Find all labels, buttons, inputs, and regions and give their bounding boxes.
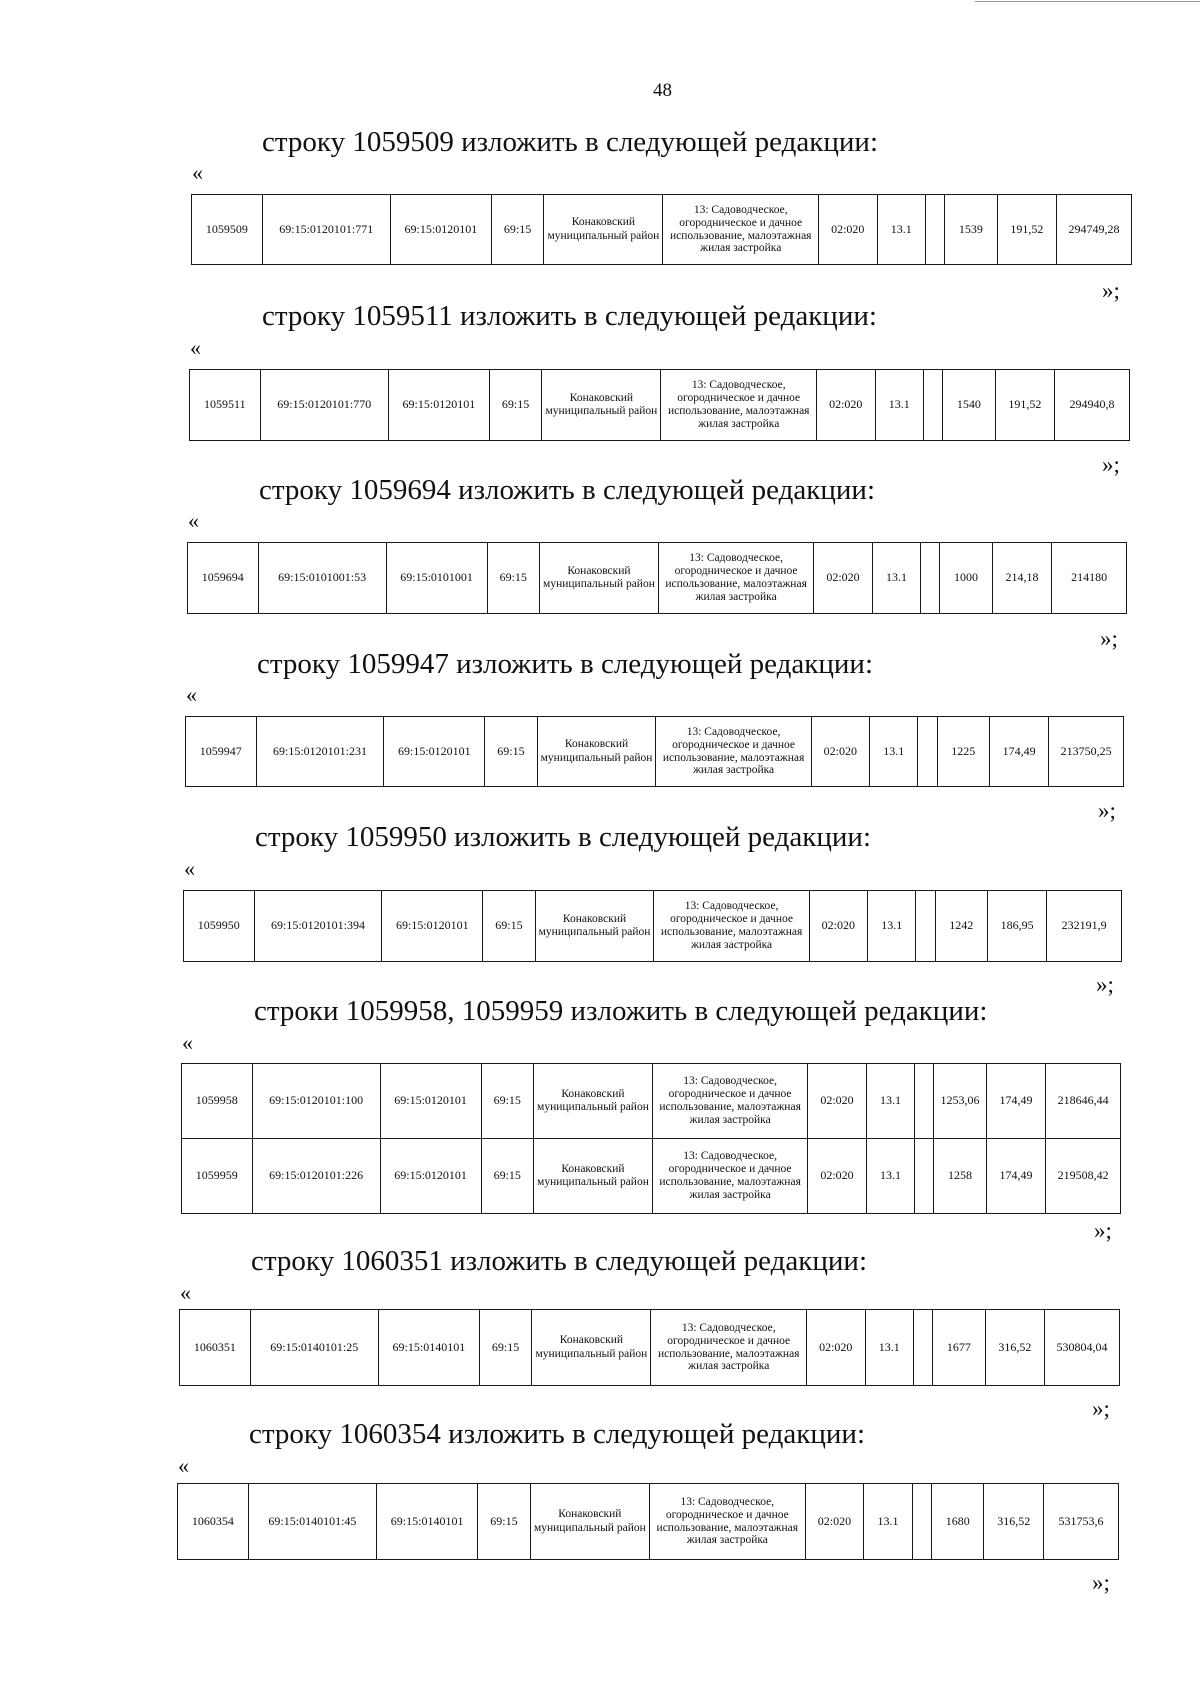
amendment-heading: строку 1059509 изложить в следующей редакции: <box>262 126 878 158</box>
cell-group: 13.1 <box>877 195 925 265</box>
cell-empty <box>918 717 937 787</box>
cadastral-table <box>187 542 1127 614</box>
cell-specific-value: 174,49 <box>989 717 1048 787</box>
cell-specific-value: 316,52 <box>984 1484 1044 1560</box>
cell-empty <box>915 1139 934 1214</box>
cell-cadastral-district: 69:15 <box>487 543 539 614</box>
cadastral-table <box>181 1063 1121 1214</box>
cell-cadastral-value: 531753,6 <box>1044 1484 1119 1560</box>
cell-cadastral-number: 69:15:0120101:771 <box>262 195 390 265</box>
cadastral-table <box>179 1309 1120 1386</box>
cell-code: 02:020 <box>808 1064 866 1139</box>
cell-area: 1253,06 <box>934 1064 986 1139</box>
cell-group: 13.1 <box>865 1310 913 1386</box>
cell-specific-value: 214,18 <box>992 543 1052 614</box>
cell-specific-value: 191,52 <box>997 195 1057 265</box>
cell-cadastral-district: 69:15 <box>481 1139 533 1214</box>
cell-group: 13.1 <box>866 1139 914 1214</box>
cell-specific-value: 174,49 <box>986 1139 1046 1214</box>
table-row <box>178 1484 1119 1560</box>
cell-cadastral-value: 214180 <box>1052 543 1127 614</box>
opening-quote: « <box>188 508 199 533</box>
cell-cadastral-quarter: 69:15:0120101 <box>380 1064 481 1139</box>
cell-land-use: 13: Садоводческое, огородническое и дачное использование, малоэтажная жилая застройка <box>654 891 809 962</box>
closing-quote: »; <box>1094 1218 1112 1243</box>
table-row <box>190 370 1130 441</box>
cell-land-use: 13: Садоводческое, огородническое и дачное использование, малоэтажная жилая застройка <box>663 195 818 265</box>
scan-edge-line <box>975 1 1200 2</box>
table-row <box>182 1064 1121 1139</box>
cell-area: 1242 <box>935 891 987 962</box>
cell-cadastral-district: 69:15 <box>489 370 542 441</box>
cell-row-number: 1059959 <box>182 1139 253 1214</box>
cell-cadastral-value: 219508,42 <box>1046 1139 1121 1214</box>
cell-municipality: Конаковский муниципальный район <box>530 1484 649 1560</box>
cell-group: 13.1 <box>868 891 916 962</box>
cell-cadastral-number: 69:15:0101001:53 <box>258 543 386 614</box>
cell-cadastral-value: 232191,9 <box>1047 891 1122 962</box>
cell-municipality: Конаковский муниципальный район <box>533 1064 652 1139</box>
cell-specific-value: 191,52 <box>995 370 1055 441</box>
cell-cadastral-quarter: 69:15:0140101 <box>378 1310 479 1386</box>
cell-code: 02:020 <box>805 1484 864 1560</box>
amendment-heading: строку 1059950 изложить в следующей редакции: <box>255 821 871 853</box>
cell-area: 1539 <box>945 195 998 265</box>
cell-area: 1680 <box>931 1484 984 1560</box>
cell-empty <box>913 1310 932 1386</box>
cell-land-use: 13: Садоводческое, огородническое и дачное использование, малоэтажная жилая застройка <box>661 370 816 441</box>
closing-quote: »; <box>1102 452 1120 477</box>
cadastral-table <box>191 194 1132 265</box>
cell-cadastral-quarter: 69:15:0120101 <box>388 370 489 441</box>
cell-area: 1258 <box>934 1139 986 1214</box>
opening-quote: « <box>186 682 197 707</box>
cell-cadastral-district: 69:15 <box>481 1064 533 1139</box>
cell-municipality: Конаковский муниципальный район <box>537 717 656 787</box>
table-row <box>184 891 1122 962</box>
amendment-heading: строку 1059511 изложить в следующей редакции: <box>262 300 877 332</box>
cell-cadastral-district: 69:15 <box>479 1310 532 1386</box>
cell-land-use: 13: Садоводческое, огородническое и дачное использование, малоэтажная жилая застройка <box>651 1310 806 1386</box>
table-row <box>180 1310 1120 1386</box>
amendment-heading: строку 1059947 изложить в следующей редакции: <box>257 648 873 680</box>
amendment-heading: строки 1059958, 1059959 изложить в следующей редакции: <box>254 995 988 1027</box>
cell-cadastral-value: 294749,28 <box>1057 195 1132 265</box>
cadastral-table <box>185 716 1124 787</box>
cell-municipality: Конаковский муниципальный район <box>539 543 658 614</box>
opening-quote: « <box>184 856 195 881</box>
cell-cadastral-number: 69:15:0120101:231 <box>256 717 384 787</box>
cell-row-number: 1059511 <box>190 370 261 441</box>
cell-row-number: 1059950 <box>184 891 255 962</box>
cell-cadastral-quarter: 69:15:0120101 <box>384 717 485 787</box>
cell-code: 02:020 <box>814 543 872 614</box>
closing-quote: »; <box>1092 1396 1110 1421</box>
cell-row-number: 1059694 <box>188 543 259 614</box>
cell-municipality: Конаковский муниципальный район <box>542 370 661 441</box>
closing-quote: »; <box>1096 972 1114 997</box>
cell-empty <box>925 195 944 265</box>
cell-cadastral-value: 213750,25 <box>1049 717 1124 787</box>
cell-cadastral-number: 69:15:0120101:100 <box>252 1064 380 1139</box>
amendment-heading: строку 1060354 изложить в следующей редакции: <box>249 1418 865 1450</box>
cell-row-number: 1059509 <box>192 195 263 265</box>
closing-quote: »; <box>1098 798 1116 823</box>
amendment-heading: строку 1060351 изложить в следующей редакции: <box>251 1245 867 1277</box>
cell-area: 1225 <box>937 717 989 787</box>
cell-municipality: Конаковский муниципальный район <box>544 195 663 265</box>
cell-cadastral-number: 69:15:0120101:394 <box>254 891 382 962</box>
cell-cadastral-value: 218646,44 <box>1046 1064 1121 1139</box>
cell-row-number: 1060351 <box>180 1310 251 1386</box>
cell-cadastral-number: 69:15:0140101:45 <box>248 1484 376 1560</box>
cell-empty <box>915 1064 934 1139</box>
cell-municipality: Конаковский муниципальный район <box>532 1310 651 1386</box>
cell-cadastral-district: 69:15 <box>491 195 544 265</box>
table-row <box>182 1139 1121 1214</box>
opening-quote: « <box>192 160 203 185</box>
closing-quote: »; <box>1100 626 1118 651</box>
cell-cadastral-number: 69:15:0120101:770 <box>260 370 388 441</box>
cell-area: 1000 <box>940 543 992 614</box>
cell-group: 13.1 <box>872 543 920 614</box>
cell-area: 1677 <box>933 1310 986 1386</box>
closing-quote: »; <box>1102 278 1120 303</box>
cell-cadastral-quarter: 69:15:0140101 <box>377 1484 478 1560</box>
cell-cadastral-district: 69:15 <box>478 1484 531 1560</box>
cell-cadastral-district: 69:15 <box>485 717 537 787</box>
table-row <box>192 195 1132 265</box>
cell-land-use: 13: Садоводческое, огородническое и дачное использование, малоэтажная жилая застройка <box>652 1139 807 1214</box>
cell-cadastral-quarter: 69:15:0120101 <box>390 195 491 265</box>
opening-quote: « <box>178 1453 189 1478</box>
cell-land-use: 13: Садоводческое, огородническое и дачное использование, малоэтажная жилая застройка <box>652 1064 807 1139</box>
opening-quote: « <box>182 1030 193 1055</box>
cell-empty <box>923 370 942 441</box>
cell-code: 02:020 <box>806 1310 865 1386</box>
cell-cadastral-value: 294940,8 <box>1055 370 1130 441</box>
cell-code: 02:020 <box>809 891 867 962</box>
cell-empty <box>916 891 935 962</box>
cell-land-use: 13: Садоводческое, огородническое и дачное использование, малоэтажная жилая застройка <box>658 543 813 614</box>
cell-group: 13.1 <box>870 717 918 787</box>
cell-area: 1540 <box>943 370 996 441</box>
cell-row-number: 1060354 <box>178 1484 249 1560</box>
cell-municipality: Конаковский муниципальный район <box>533 1139 652 1214</box>
opening-quote: « <box>190 335 201 360</box>
page-number: 48 <box>653 80 672 101</box>
closing-quote: »; <box>1092 1570 1110 1595</box>
cell-land-use: 13: Садоводческое, огородническое и дачное использование, малоэтажная жилая застройка <box>649 1484 805 1560</box>
cell-code: 02:020 <box>816 370 875 441</box>
cell-code: 02:020 <box>808 1139 866 1214</box>
cell-row-number: 1059958 <box>182 1064 253 1139</box>
table-row <box>186 717 1124 787</box>
cell-group: 13.1 <box>864 1484 913 1560</box>
cell-specific-value: 174,49 <box>986 1064 1046 1139</box>
cell-cadastral-value: 530804,04 <box>1045 1310 1120 1386</box>
cadastral-table <box>189 369 1130 441</box>
cell-group: 13.1 <box>875 370 923 441</box>
cell-cadastral-quarter: 69:15:0120101 <box>380 1139 481 1214</box>
cadastral-table <box>183 890 1122 962</box>
cell-cadastral-number: 69:15:0140101:25 <box>250 1310 378 1386</box>
amendment-heading: строку 1059694 изложить в следующей редакции: <box>259 474 875 506</box>
cell-cadastral-quarter: 69:15:0120101 <box>382 891 483 962</box>
cell-cadastral-district: 69:15 <box>483 891 535 962</box>
cell-empty <box>912 1484 931 1560</box>
cell-code: 02:020 <box>818 195 877 265</box>
table-row <box>188 543 1127 614</box>
cell-row-number: 1059947 <box>186 717 257 787</box>
cell-specific-value: 186,95 <box>987 891 1046 962</box>
cell-land-use: 13: Садоводческое, огородническое и дачное использование, малоэтажная жилая застройка <box>656 717 811 787</box>
cell-code: 02:020 <box>811 717 869 787</box>
cell-cadastral-quarter: 69:15:0101001 <box>386 543 487 614</box>
cell-cadastral-number: 69:15:0120101:226 <box>252 1139 380 1214</box>
cell-municipality: Конаковский муниципальный район <box>535 891 654 962</box>
cadastral-table <box>177 1483 1119 1560</box>
cell-specific-value: 316,52 <box>985 1310 1045 1386</box>
cell-group: 13.1 <box>866 1064 914 1139</box>
cell-empty <box>921 543 940 614</box>
opening-quote: « <box>180 1280 191 1305</box>
